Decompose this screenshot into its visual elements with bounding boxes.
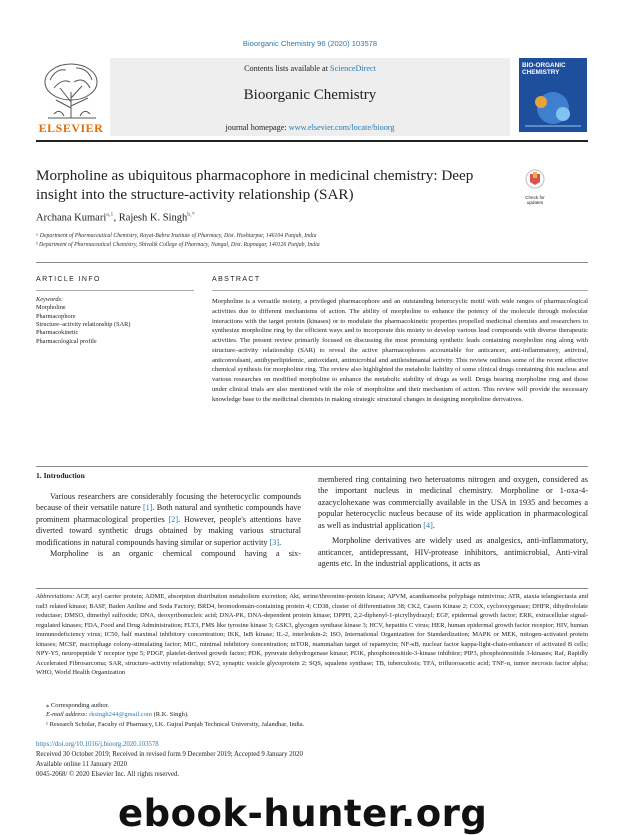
footnote-divider [36, 588, 588, 589]
check-for-updates-badge[interactable] [521, 168, 549, 205]
journal-cover [519, 58, 587, 132]
author-separator: , [113, 212, 119, 224]
abbreviations-footnote [36, 592, 588, 678]
citation-link[interactable]: [1] [142, 503, 153, 513]
footnote-1: ¹ Research Scholar, Faculty of Pharmacy, I.K. Gujral Punjab Technical University, Jalandhar, India. [46, 721, 305, 728]
citation-link[interactable]: [3] [269, 537, 280, 547]
keyword-item: Morpholine [36, 304, 66, 312]
intro-paragraph: Morpholine derivatives are widely used as analgesics, anti-inflammatory, anticancer, antidepressant, HIV-protease inhibitors, antimicrobial, Anti-viral agents etc. In the industrial applications, it acts as [318, 536, 588, 569]
badge-line2: updates [526, 200, 544, 205]
available-online-date: Available online 11 January 2020 [36, 761, 127, 768]
author-name: Rajesh K. Singh [118, 212, 188, 224]
intro-paragraph [318, 474, 588, 531]
abstract-text: Morpholine is a versatile moiety, a privileged pharmacophore and an outstanding heterocyclic motif with wide ranges of pharmacological activities due to different mechanisms of action. The ability of morpholine to enhance the potency of the molecule through molecular interactions with the target protein (kinases) or to modulate the pharmacokinetic properties propelled medicinal chemists and researchers to synthesize morpholine ring by the efficient ways and to incorporate this moiety to develop various lead compounds with diverse therapeutic activities. The present review primarily focused on discussing the most promising synthetic leads containing morpholine ring along with structure–activity relationship (SAR) to reveal the active pharmacophores accountable for anticancer, anti-inflammatory, antiviral, anticonvulsant, antihyperlipidemic, antioxidant, antimicrobial and antileishmanial activity. This review outlines some of the recent effective chemical synthesis for morpholine ring. The review also highlighted the metabolic liability of some clinical drugs containing this nucleus and various researches on modified morpholine to enhance the metabolic stability of drugs as well. Drugs bearing morpholine ring and those under clinical trials are also mentioned with the role of morpholine and their mechanism of action. This review will provide the necessary knowledge base to the medicinal chemists in making strategic structural changes in designing morpholine derivatives. [212, 298, 588, 403]
author-name: Archana Kumari [36, 212, 107, 224]
intro-left-column [36, 491, 301, 560]
header-divider [36, 140, 588, 142]
abbreviations-label: Abbreviations: [36, 593, 75, 600]
intro-text: membered ring containing two heteroatoms nitrogen and oxygen, considered as the important nucleus in medicinal chemistry. Morpholine or 1-oxa-4-azacyclohexane was commercially available in the USA in 1935 and becomes a popular heterocyclic nucleus because of its wide application in pharmacological as well as industrial application [318, 475, 588, 530]
cover-title: BIO-ORGANIC CHEMISTRY [522, 62, 566, 76]
email-suffix: (R.K. Singh). [151, 711, 189, 718]
email-label: E-mail address: [46, 711, 90, 718]
author-affiliation-marker[interactable]: a,1 [106, 212, 114, 218]
keyword-item: Pharmacophore [36, 312, 76, 320]
abstract-divider [212, 290, 588, 291]
article-info-divider [36, 290, 194, 291]
intro-text: . Both natural and synthetic compounds have prominent pharmacological properties [36, 503, 301, 524]
doi-link[interactable]: https://doi.org/10.1016/j.bioorg.2020.103578 [36, 741, 159, 748]
email-link[interactable]: rksingh244@gmail.com [89, 711, 152, 718]
section-heading-introduction: 1. Introduction [36, 471, 85, 480]
abstract-heading: ABSTRACT [212, 276, 261, 283]
watermark-text: ebook-hunter.org [118, 792, 488, 835]
journal-reference[interactable]: Bioorganic Chemistry 96 (2020) 103578 [242, 39, 378, 48]
body-divider [36, 466, 588, 467]
affiliation-a: ᵃ Department of Pharmaceutical Chemistry, Rayat-Bahra Institute of Pharmacy, Dist. Hoshiarpur, 146104 Punjab, India [36, 233, 317, 239]
abbreviations-text: ACP, acyl carrier protein; ADME, absorption distribution metabolism excretion; Akt, serine/threonine-protein kinase; APVM, acanthamoeba polyphaga mimivirus; ATR, ataxia telangiectasia and rad3 related kinase; BASF, Baden Aniline and Soda Factory; BRD4, bromodomain-containing protein 4; CD38, cluster of differentiation 38; CK2, Casein Kinase 2; COX, cyclooxygenase; DHFR, dihydrofolate reductase; DMSO, dimethyl sulfoxide; DNA, deoxyribonucleic acid; DNA-PK, DNA-dependent protein kinase; DPPH, 2,2-diphenyl-1-picrylhydrazyl; EGF, epidermal growth factor; ERK, extracellular signal-regulated kinases; FDA, Food and Drug Administration; FLT3, FMS like tyrosine kinase 3; GSK3, glycogen synthase kinase 3; HCV, hepatitis C virus; HER, human epidermal growth factor receptor; HIV, human immunodeficiency virus; IC50, half maximal inhibitory concentration; IKK, IκB kinase; IL-2, interleukin-2; ISO, International Organization for Standardization; MAPK or MEK, mitogen-activated protein kinases; MCSF, macrophage colony-stimulating factor; MIC, minimal inhibitory concentration; mTOR, mammalian target of rapamycin; NF-κB, nuclear factor kappa-light-chain-enhancer of activated B cells; NPY-Y5, neuropeptide Y receptor type 5; PDGF, platelet-derived growth factor; PDK, pyruvate dehydrogenase kinase; PI3K, phosphoinositide-3-kinase inhibitor; PIP3, phosphoinositide 3-kinases; Raf, Rapidly Accelerated Fibrosarcoma; SAR, structure–activity relationship; SV2, synaptic vesicle glycoprotein 2; SQS, squalene synthase; TB, tuberculosis; TFA, trifluoroacetic acid; TNF-α, tumor necrosis factor alpha; WHO, World Health Organization [36, 593, 588, 676]
keyword-item: Pharmacological profile [36, 337, 97, 345]
corresponding-author-note: ⁎ Corresponding author. [46, 702, 110, 709]
affiliation-divider [36, 262, 588, 263]
sciencedirect-link[interactable]: ScienceDirect [330, 64, 376, 73]
affiliation-b: ᵇ Department of Pharmaceutical Chemistry, Shivalik College of Pharmacy, Nangal, Dist. Rupnagar, 140126 Punjab, India [36, 242, 320, 248]
cover-artwork [519, 82, 587, 132]
journal-homepage [110, 123, 510, 132]
publisher-logo-text: ELSEVIER [38, 121, 104, 135]
citation-link[interactable]: [2] [168, 514, 179, 524]
article-title: Morpholine as ubiquitous pharmacophore in medicinal chemistry: Deep insight into the structure-activity relationship (SAR) [36, 167, 474, 203]
author-affiliation-marker[interactable]: b,* [187, 212, 195, 218]
contents-line [110, 64, 510, 73]
article-info-heading: ARTICLE INFO [36, 276, 101, 283]
homepage-link[interactable]: www.elsevier.com/locate/bioorg [288, 123, 395, 132]
email-note [46, 711, 189, 718]
keyword-item: Structure–activity relationship (SAR) [36, 320, 131, 328]
author-list [36, 212, 195, 224]
homepage-prefix: journal homepage: [225, 123, 289, 132]
intro-text: . However, people's attentions have diverted toward synthetic drugs obtained by making various structural modifications in natural compounds having similar or superior activity [36, 514, 301, 547]
journal-title: Bioorganic Chemistry [243, 87, 377, 103]
intro-right-column [318, 474, 588, 570]
contents-prefix: Contents lists available at [244, 64, 331, 73]
citation-link[interactable]: [4] [423, 520, 433, 530]
keywords-label: Keywords: [36, 296, 64, 303]
badge-line1: Check for [525, 195, 545, 200]
received-dates: Received 30 October 2019; Received in revised form 9 December 2019; Accepted 9 January 2020 [36, 751, 303, 758]
check-for-updates-icon [521, 168, 549, 190]
intro-text: . [279, 537, 282, 547]
keyword-item: Pharmacokinetic [36, 329, 79, 337]
intro-paragraph: Morpholine is an organic chemical compound having a six- [50, 549, 301, 559]
copyright-notice: 0045-2068/ © 2020 Elsevier Inc. All rights reserved. [36, 771, 180, 778]
intro-paragraph [36, 491, 301, 548]
intro-text: . [432, 520, 435, 530]
intro-text: Various researchers are considerably focusing the heterocyclic compounds because of their versatile nature [36, 492, 301, 513]
